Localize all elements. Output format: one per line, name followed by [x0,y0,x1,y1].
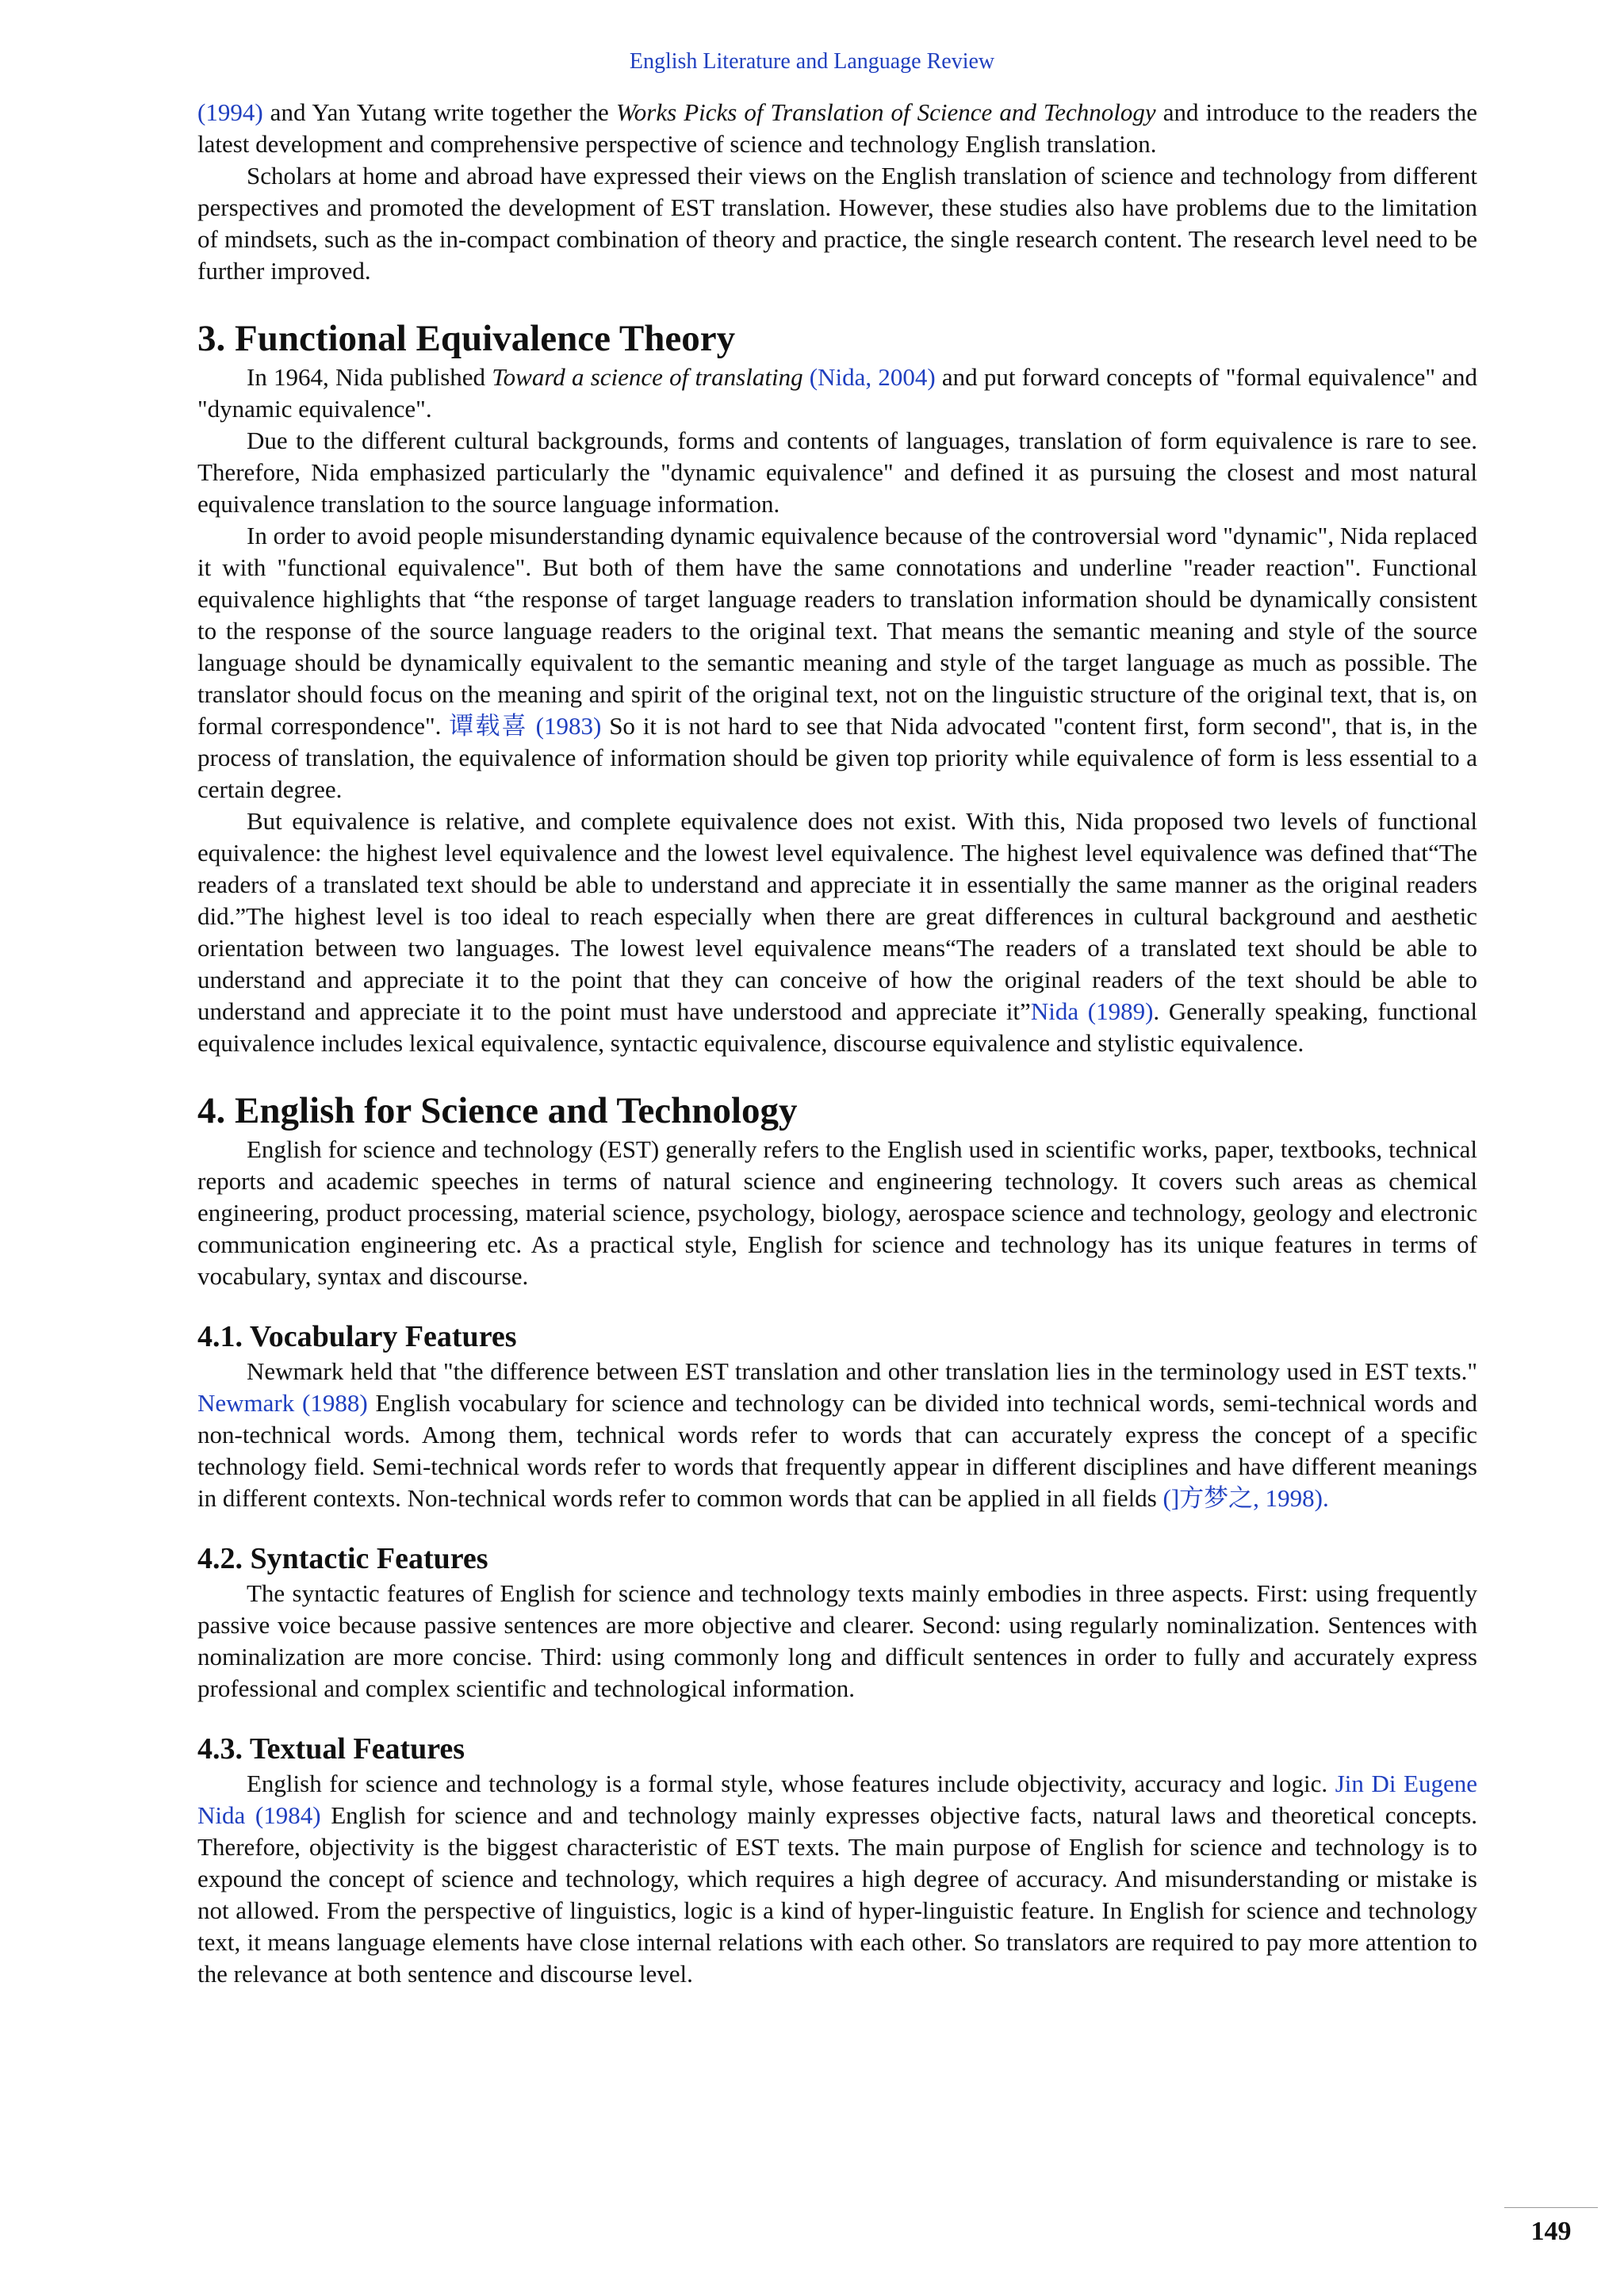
citation-link[interactable]: Nida (1989) [1030,997,1154,1025]
subsection-heading-syntactic: 4.2. Syntactic Features [197,1542,488,1575]
section4-paragraph-1: English for science and technology (EST) generally refers to the English used in scientific works, paper, textbooks, technical reports and academic speeches in terms of natural science and engineering technology. It covers such areas as chemical engineering, product processing, material science, psychology, biology, aerospace science and technology, geology and electronic communication engineering etc. As a practical style, English for science and technology has its unique features in terms of vocabulary, syntax and discourse. [197,1135,1477,1290]
citation-link[interactable]: (1994) [197,98,263,126]
citation-link[interactable]: (Nida, 2004) [802,363,936,391]
section-heading-functional-equivalence: 3. Functional Equivalence Theory [197,318,736,359]
citation-link[interactable]: 谭载喜 (1983) [449,712,602,740]
book-title: Toward a science of translating [492,363,803,391]
subsection-heading-vocabulary: 4.1. Vocabulary Features [197,1320,517,1353]
article-body [197,97,1477,1990]
intro-paragraph-1: (1994) and Yan Yutang write together the Works Picks of Translation of Science and Technology and introduce to the readers the latest development and comprehensive perspective of science and technology English translation. [197,98,1478,158]
section3-paragraph-4: But equivalence is relative, and complete equivalence does not exist. With this, Nida proposed two levels of functional equivalence: the highest level equivalence and the lowest level equivalence. The highest level equivalence was defined that“The readers of a translated text should be able to understand and appreciate it in essentially the same manner as the original readers did.”The highest level is too ideal to reach especially when there are great differences in cultural background and aesthetic orientation between two languages. The lowest level equivalence means“The readers of a translated text should be able to understand and appreciate it to the point that they can conceive of how the original readers of the text should be able to understand and appreciate it to the point must have understood and appreciate it”Nida (1989). Generally speaking, functional equivalence includes lexical equivalence, syntactic equivalence, discourse equivalence and stylistic equivalence. [197,807,1478,1057]
page-number: 149 [1530,2217,1572,2246]
section3-paragraph-2: Due to the different cultural backgrounds, forms and contents of languages, translation of form equivalence is rare to see. Therefore, Nida emphasized particularly the "dynamic equivalence" and defined it as pursuing the closest and most natural equivalence translation to the source language information. [197,427,1477,518]
citation-link[interactable]: Newmark (1988) [197,1389,368,1417]
section3-paragraph-1: In 1964, Nida published Toward a science of translating (Nida, 2004) and put forward concepts of "formal equivalence" and "dynamic equivalence". [197,363,1477,423]
syntactic-paragraph: The syntactic features of English for science and technology texts mainly embodies in three aspects. First: using frequently passive voice because passive sentences are more objective and clearer. Second: using regularly nominalization. Sentences with nominalization are more concise. Third: using commonly long and difficult sentences in order to fully and accurately express professional and complex scientific and technological information. [197,1579,1477,1702]
citation-link[interactable]: (]方梦之, 1998) [1162,1484,1323,1512]
vocabulary-paragraph: Newmark held that "the difference between EST translation and other translation lies in the terminology used in EST texts." Newmark (1988) English vocabulary for science and technology can be divided into technical words, semi-technical words and non-technical words. Among them, technical words refer to words that can accurately express the concept of a specific technology field. Semi-technical words refer to words that frequently appear in different disciplines and have different meanings in different contexts. Non-technical words refer to common words that can be applied in all fields (]方梦之, 1998). [197,1357,1477,1512]
subsection-heading-textual: 4.3. Textual Features [197,1732,465,1766]
textual-paragraph: English for science and technology is a formal style, whose features include objectivity, accuracy and logic. Jin Di Eugene Nida (1984) English for science and and technology mainly expresses objective facts, natural laws and theoretical concepts. Therefore, objectivity is the biggest characteristic of EST texts. The main purpose of English for science and technology is to expound the concept of science and technology, which requires a high degree of accuracy. And misunderstanding or mistake is not allowed. From the perspective of linguistics, logic is a kind of hyper-linguistic feature. In English for science and technology text, it means language elements have close internal relations with each other. So translators are required to pay more attention to the relevance at both sentence and discourse level. [197,1770,1478,1988]
journal-running-head: English Literature and Language Review [629,49,995,74]
page-number-divider [1504,2207,1598,2208]
intro-paragraph-2: Scholars at home and abroad have expressed their views on the English translation of science and technology from different perspectives and promoted the development of EST translation. However, these studies also have problems due to the limitation of mindsets, such as the in-compact combination of theory and practice, the single research content. The research level need to be further improved. [197,162,1477,285]
section-heading-est: 4. English for Science and Technology [197,1090,798,1131]
book-title: Works Picks of Translation of Science and Technology [615,98,1156,126]
citation-link[interactable]: Jin Di Eugene Nida (1984) [197,1770,1477,1829]
section3-paragraph-3: In order to avoid people misunderstanding dynamic equivalence because of the controversial word "dynamic", Nida replaced it with "functional equivalence". But both of them have the same connotations and underline "reader reaction". Functional equivalence highlights that “the response of target language readers to translation information should be dynamically consistent to the response of the source language readers to the original text. That means the semantic meaning and style of the source language should be dynamically equivalent to the semantic meaning and style of the target language as much as possible. The translator should focus on the meaning and spirit of the original text, not on the linguistic structure of the original text, that is, on formal correspondence". 谭载喜 (1983) So it is not hard to see that Nida advocated "content first, form second", that is, in the process of translation, the equivalence of information should be given top priority while equivalence of form is less essential to a certain degree. [197,522,1477,803]
